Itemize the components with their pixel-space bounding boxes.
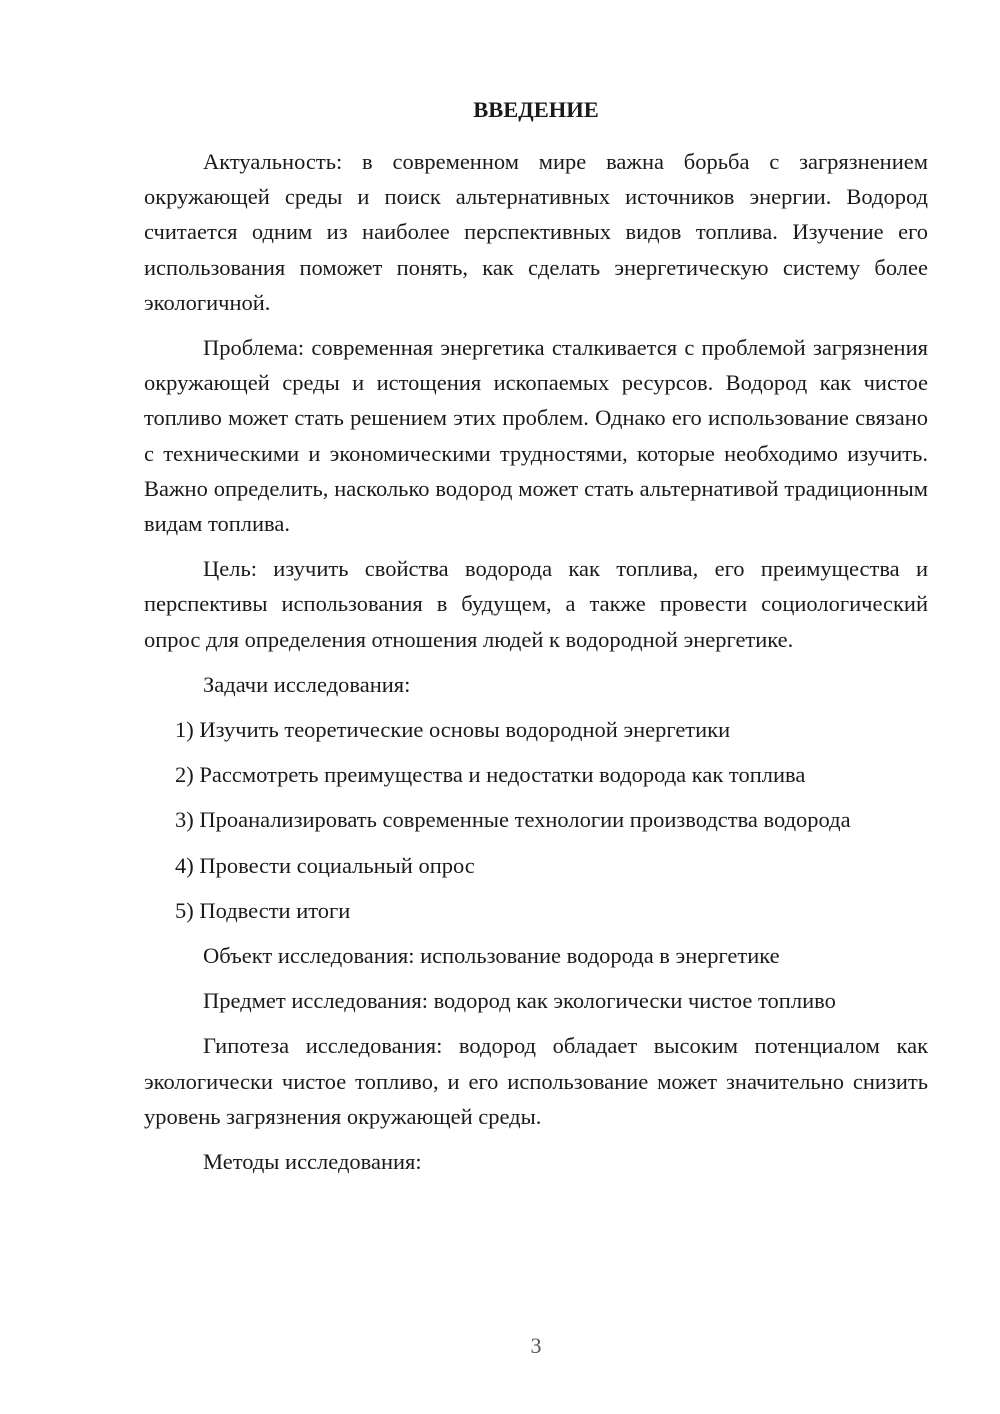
page-number: 3 xyxy=(530,1333,542,1358)
goal-paragraph: Цель: изучить свойства водорода как топлива, его преимущества и перспективы использования в будущем, а также провести социологический опрос для определения отношения людей к водородной энергетике. xyxy=(144,556,928,652)
subject-paragraph: Предмет исследования: водород как экологически чистое топливо xyxy=(203,988,836,1014)
problem-paragraph: Проблема: современная энергетика сталкивается с проблемой загрязнения окружающей среды и истощения ископаемых ресурсов. Водород как чистое топливо может стать решением этих проблем. Однако его использование связано с техническими и экономическими трудностями, которые необходимо изучить. Важно определить, насколько водород может стать альтернативой традиционным видам топлива. xyxy=(144,335,928,537)
object-paragraph: Объект исследования: использование водорода в энергетике xyxy=(203,943,780,969)
task-item-1: 1) Изучить теоретические основы водородной энергетики xyxy=(175,717,731,743)
task-item-5: 5) Подвести итоги xyxy=(175,897,351,923)
tasks-title: Задачи исследования: xyxy=(203,671,411,697)
page-content xyxy=(144,92,928,1189)
task-item-4: 4) Провести социальный опрос xyxy=(175,852,475,878)
task-item-2: 2) Рассмотреть преимущества и недостатки водорода как топлива xyxy=(175,762,806,788)
hypothesis-paragraph: Гипотеза исследования: водород обладает высоким потенциалом как экологически чистое топливо, и его использование может значительно снизить уровень загрязнения окружающей среды. xyxy=(144,1033,928,1129)
section-heading: ВВЕДЕНИЕ xyxy=(473,97,599,122)
relevance-paragraph: Актуальность: в современном мире важна борьба с загрязнением окружающей среды и поиск альтернативных источников энергии. Водород считается одним из наиболее перспективных видов топлива. Изучение его использования поможет понять, как сделать энергетическую систему более экологичной. xyxy=(144,149,928,315)
methods-title: Методы исследования: xyxy=(203,1149,422,1175)
task-item-3: 3) Проанализировать современные технологии производства водорода xyxy=(175,807,851,833)
